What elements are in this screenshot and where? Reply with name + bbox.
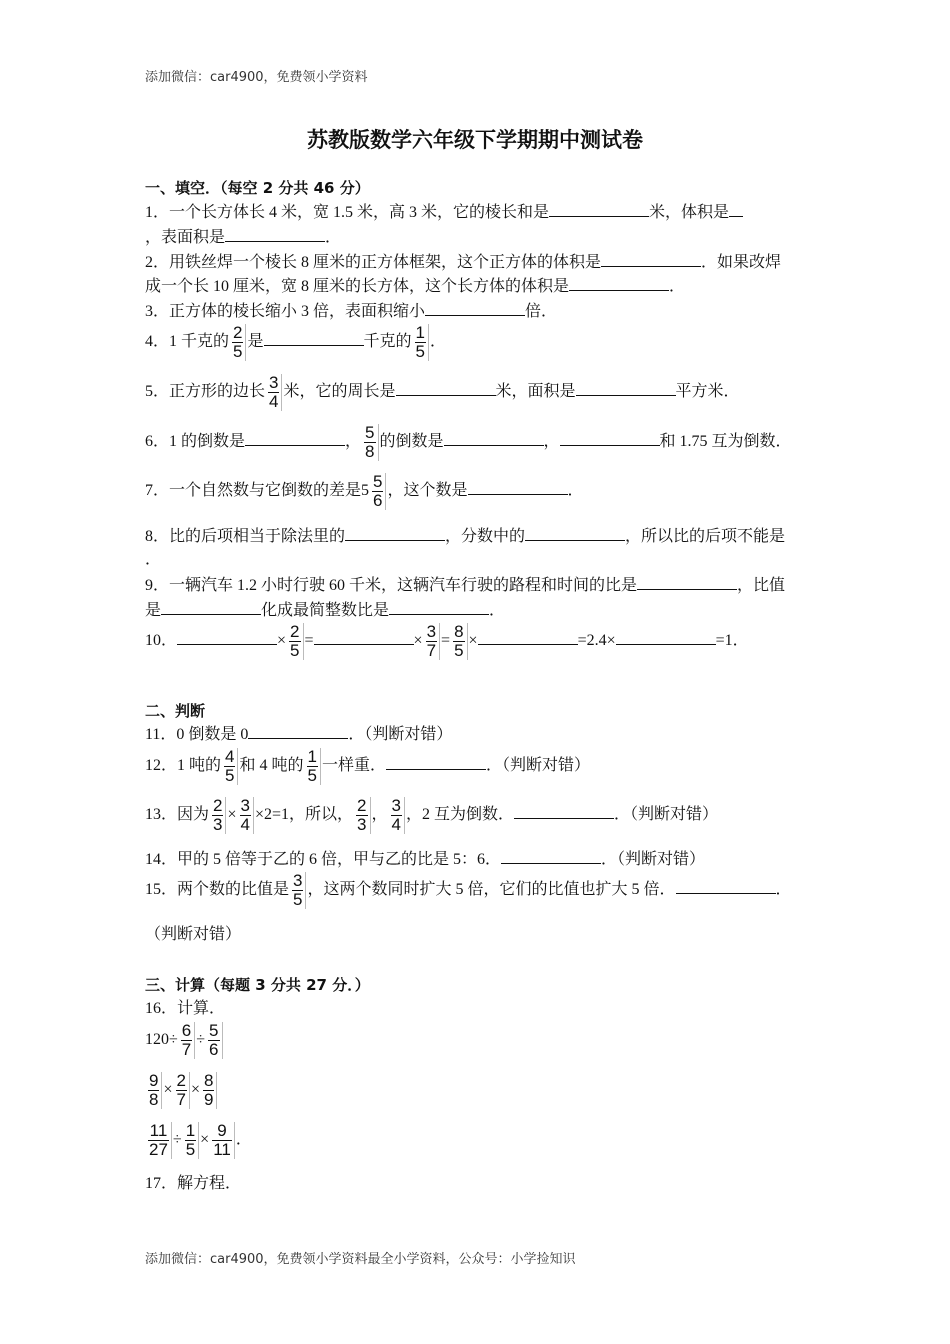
answer-blank[interactable] — [729, 202, 743, 217]
question-10: 10． × $\frac{2}{5}$ = × $\frac{3}{7}$ = $\frac{8}{5}$ × =2.4× =1． — [145, 622, 749, 660]
header-note: 添加微信：car4900，免费领小学资料 — [145, 70, 368, 85]
fraction: $\frac{1}{5}$ — [183, 1122, 199, 1159]
question-4: 4．1 千克的 $\frac{2}{5}$ 是 千克的 $\frac{1}{5}$ ． — [145, 323, 446, 361]
fraction: $\frac{8}{5}$ — [451, 623, 467, 660]
fraction: $\frac{2}{3}$ — [210, 797, 226, 834]
fraction: $\frac{5}{6}$ — [370, 473, 386, 510]
question-1: 1．一个长方体长 4 米，宽 1.5 米，高 3 米，它的棱长和是 米，体积是 — [145, 202, 743, 223]
question-11: 11．0 倒数是 0 ．（判断对错） — [145, 726, 453, 743]
question-5: 5．正方形的边长 $\frac{3}{4}$ 米，它的周长是 米，面积是 平方米． — [145, 373, 740, 411]
fraction: $\frac{1}{5}$ — [305, 748, 321, 785]
answer-blank[interactable] — [177, 630, 277, 645]
answer-blank[interactable] — [576, 381, 676, 396]
answer-blank[interactable] — [248, 724, 348, 739]
footer-note: 添加微信：car4900，免费领小学资料最全小学资料，公众号：小学捡知识 — [145, 1252, 576, 1267]
answer-blank[interactable] — [264, 331, 364, 346]
answer-blank[interactable] — [560, 431, 660, 446]
answer-blank[interactable] — [637, 575, 737, 590]
question-17: 17．解方程． — [145, 1175, 242, 1192]
answer-blank[interactable] — [386, 755, 486, 770]
fraction: $\frac{1}{5}$ — [413, 324, 429, 361]
answer-blank[interactable] — [468, 480, 568, 495]
question-8-cont: ． — [145, 551, 162, 568]
answer-blank[interactable] — [225, 227, 325, 242]
answer-blank[interactable] — [676, 879, 776, 894]
fraction: $\frac{3}{4}$ — [266, 374, 282, 411]
question-9-cont: 是 化成最简整数比是 ． — [145, 602, 506, 619]
fraction: $\frac{4}{5}$ — [222, 748, 238, 785]
mixed-number: 5 $\frac{5}{6}$ — [361, 473, 387, 510]
question-3: 3．正方体的棱长缩小 3 倍，表面积缩小 倍． — [145, 303, 558, 320]
fraction: $\frac{2}{3}$ — [354, 797, 370, 834]
answer-blank[interactable] — [601, 252, 701, 267]
fraction: $\frac{9}{11}$ — [210, 1122, 235, 1159]
answer-blank[interactable] — [569, 276, 669, 291]
fraction: $\frac{6}{7}$ — [179, 1022, 195, 1059]
fraction: $\frac{3}{4}$ — [389, 797, 405, 834]
answer-blank[interactable] — [444, 431, 544, 446]
fraction: $\frac{9}{8}$ — [146, 1072, 162, 1109]
question-13: 13．因为 $\frac{2}{3}$ × $\frac{3}{4}$ ×2=1，所以， $\frac{2}{3}$ ， $\frac{3}{4}$ ，2 互为倒数． ．（判断对错） — [145, 796, 719, 834]
fraction: $\frac{8}{9}$ — [201, 1072, 217, 1109]
answer-blank[interactable] — [501, 849, 601, 864]
question-15: 15．两个数的比值是 $\frac{3}{5}$ ，这两个数同时扩大 5 倍，它们的比值也扩大 5 倍． ． — [145, 871, 792, 909]
question-6: 6．1 的倒数是 ， $\frac{5}{8}$ 的倒数是 ， 和 1.75 互为倒数． — [145, 423, 792, 461]
section-2-heading: 二、判断 — [145, 702, 206, 720]
question-8: 8．比的后项相当于除法里的 ，分数中的 ，所以比的后项不能是 — [145, 528, 786, 545]
fraction: $\frac{5}{6}$ — [206, 1022, 222, 1059]
answer-blank[interactable] — [514, 804, 614, 819]
answer-blank[interactable] — [396, 381, 496, 396]
answer-blank[interactable] — [478, 630, 578, 645]
answer-blank[interactable] — [525, 526, 625, 541]
answer-blank[interactable] — [389, 600, 489, 615]
fraction: $\frac{2}{5}$ — [230, 324, 246, 361]
fraction: $\frac{5}{8}$ — [362, 424, 378, 461]
fraction: $\frac{3}{7}$ — [424, 623, 440, 660]
answer-blank[interactable] — [161, 600, 261, 615]
answer-blank[interactable] — [345, 526, 445, 541]
answer-blank[interactable] — [549, 202, 649, 217]
calc-expression-3: $\frac{11}{27}$ ÷ $\frac{1}{5}$ × $\frac{9}{11}$ ． — [145, 1122, 252, 1159]
page-title: 苏教版数学六年级下学期期中测试卷 — [307, 128, 643, 152]
fraction: $\frac{3}{5}$ — [290, 872, 306, 909]
fraction: $\frac{2}{7}$ — [174, 1072, 190, 1109]
question-15-cont: （判断对错） — [145, 926, 242, 943]
calc-expression-2: $\frac{9}{8}$ × $\frac{2}{7}$ × $\frac{8}{9}$ — [145, 1072, 218, 1109]
fraction: $\frac{2}{5}$ — [287, 623, 303, 660]
section-3-heading: 三、计算（每题 3 分共 27 分．） — [145, 976, 370, 994]
question-12: 12．1 吨的 $\frac{4}{5}$ 和 4 吨的 $\frac{1}{5}$ 一样重． ．（判断对错） — [145, 747, 590, 785]
answer-blank[interactable] — [616, 630, 716, 645]
answer-blank[interactable] — [314, 630, 414, 645]
question-7: 7．一个自然数与它倒数的差是5 $\frac{5}{6}$ ，这个数是 ． — [145, 472, 584, 510]
question-16: 16．计算． — [145, 1000, 226, 1017]
question-14: 14．甲的 5 倍等于乙的 6 倍，甲与乙的比是 5：6． ．（判断对错） — [145, 851, 706, 868]
question-9: 9．一辆汽车 1.2 小时行驶 60 千米，这辆汽车行驶的路程和时间的比是 ，比值 — [145, 577, 786, 594]
section-1-heading: 一、填空．（每空 2 分共 46 分） — [145, 179, 370, 197]
answer-blank[interactable] — [245, 431, 345, 446]
answer-blank[interactable] — [425, 301, 525, 316]
fraction: $\frac{11}{27}$ — [146, 1122, 172, 1159]
question-1-cont: ，表面积是 ． — [145, 229, 342, 246]
question-2: 2．用铁丝焊一个棱长 8 厘米的正方体框架，这个正方体的体积是 ．如果改焊 — [145, 254, 782, 271]
calc-expression-1: 120÷ $\frac{6}{7}$ ÷ $\frac{5}{6}$ — [145, 1022, 224, 1059]
fraction: $\frac{3}{4}$ — [238, 797, 254, 834]
question-2-cont: 成一个长 10 厘米，宽 8 厘米的长方体，这个长方体的体积是 ． — [145, 278, 686, 295]
